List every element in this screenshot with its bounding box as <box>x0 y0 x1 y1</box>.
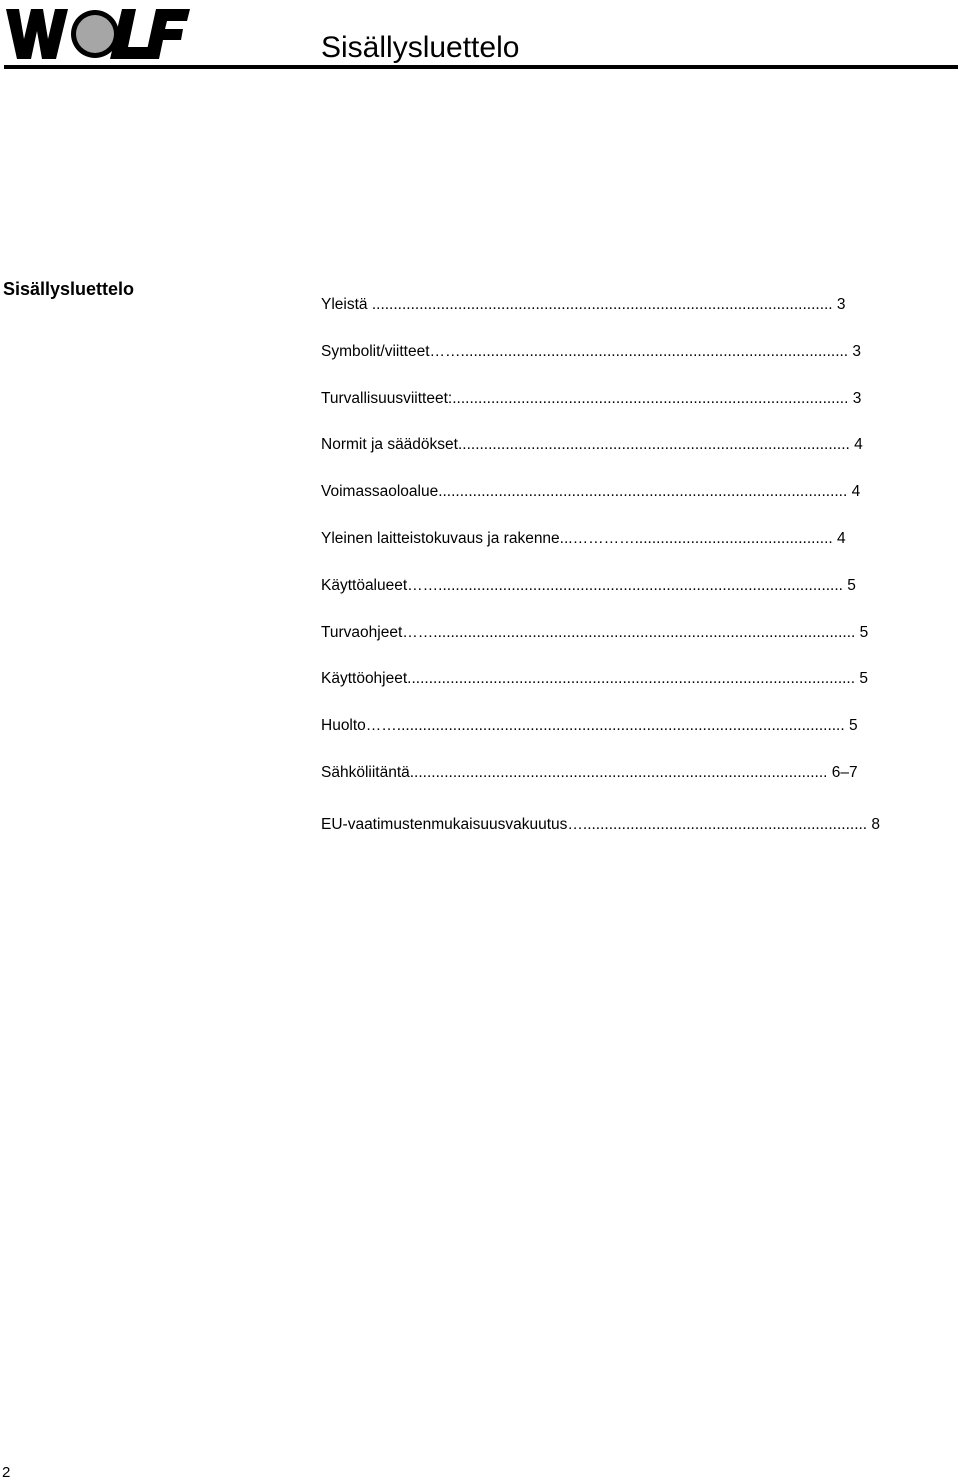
toc-entry-voimassaoloalue[interactable]: Voimassaoloalue............................................................................................... 4 <box>321 483 861 500</box>
page-title: Sisällysluettelo <box>321 31 520 64</box>
toc-entry-symbolit[interactable]: Symbolit/viitteet…….......................................................................................... 3 <box>321 343 862 360</box>
toc-entry-kayttoalueet[interactable]: Käyttöalueet…….............................................................................................. 5 <box>321 577 856 594</box>
toc-entry-sahkoliitanta[interactable]: Sähköliitäntä................................................................................................. 6–7 <box>321 764 858 781</box>
logo-letter-f <box>145 9 190 59</box>
page-number: 2 <box>2 1464 11 1481</box>
toc-entry-huolto[interactable]: Huolto……........................................................................................................ 5 <box>321 717 858 734</box>
logo-letter-w <box>6 9 68 59</box>
logo-letter-l <box>110 9 152 59</box>
toc-entry-eu-vakuutus[interactable]: EU-vaatimustenmukaisuusvakuutus….................................................................. 8 <box>321 816 881 833</box>
toc-entry-turvallisuusviitteet[interactable]: Turvallisuusviitteet:............................................................................................ 3 <box>321 390 862 407</box>
toc-heading: Sisällysluettelo <box>3 279 135 299</box>
toc-entry-kayttoohjeet[interactable]: Käyttöohjeet........................................................................................................ 5 <box>321 670 868 687</box>
wolf-logo <box>6 9 190 59</box>
toc-entry-normit[interactable]: Normit ja säädökset........................................................................................... 4 <box>321 436 863 453</box>
toc-entry-turvaohjeet[interactable]: Turvaohjeet…….................................................................................................. 5 <box>321 624 869 641</box>
toc-entry-yleista[interactable]: Yleistä ........................................................................................................... 3 <box>321 296 846 313</box>
header-rule <box>4 65 958 69</box>
toc-entry-laitteistokuvaus[interactable]: Yleinen laitteistokuvaus ja rakenne...………….............................................. 4 <box>321 530 846 547</box>
